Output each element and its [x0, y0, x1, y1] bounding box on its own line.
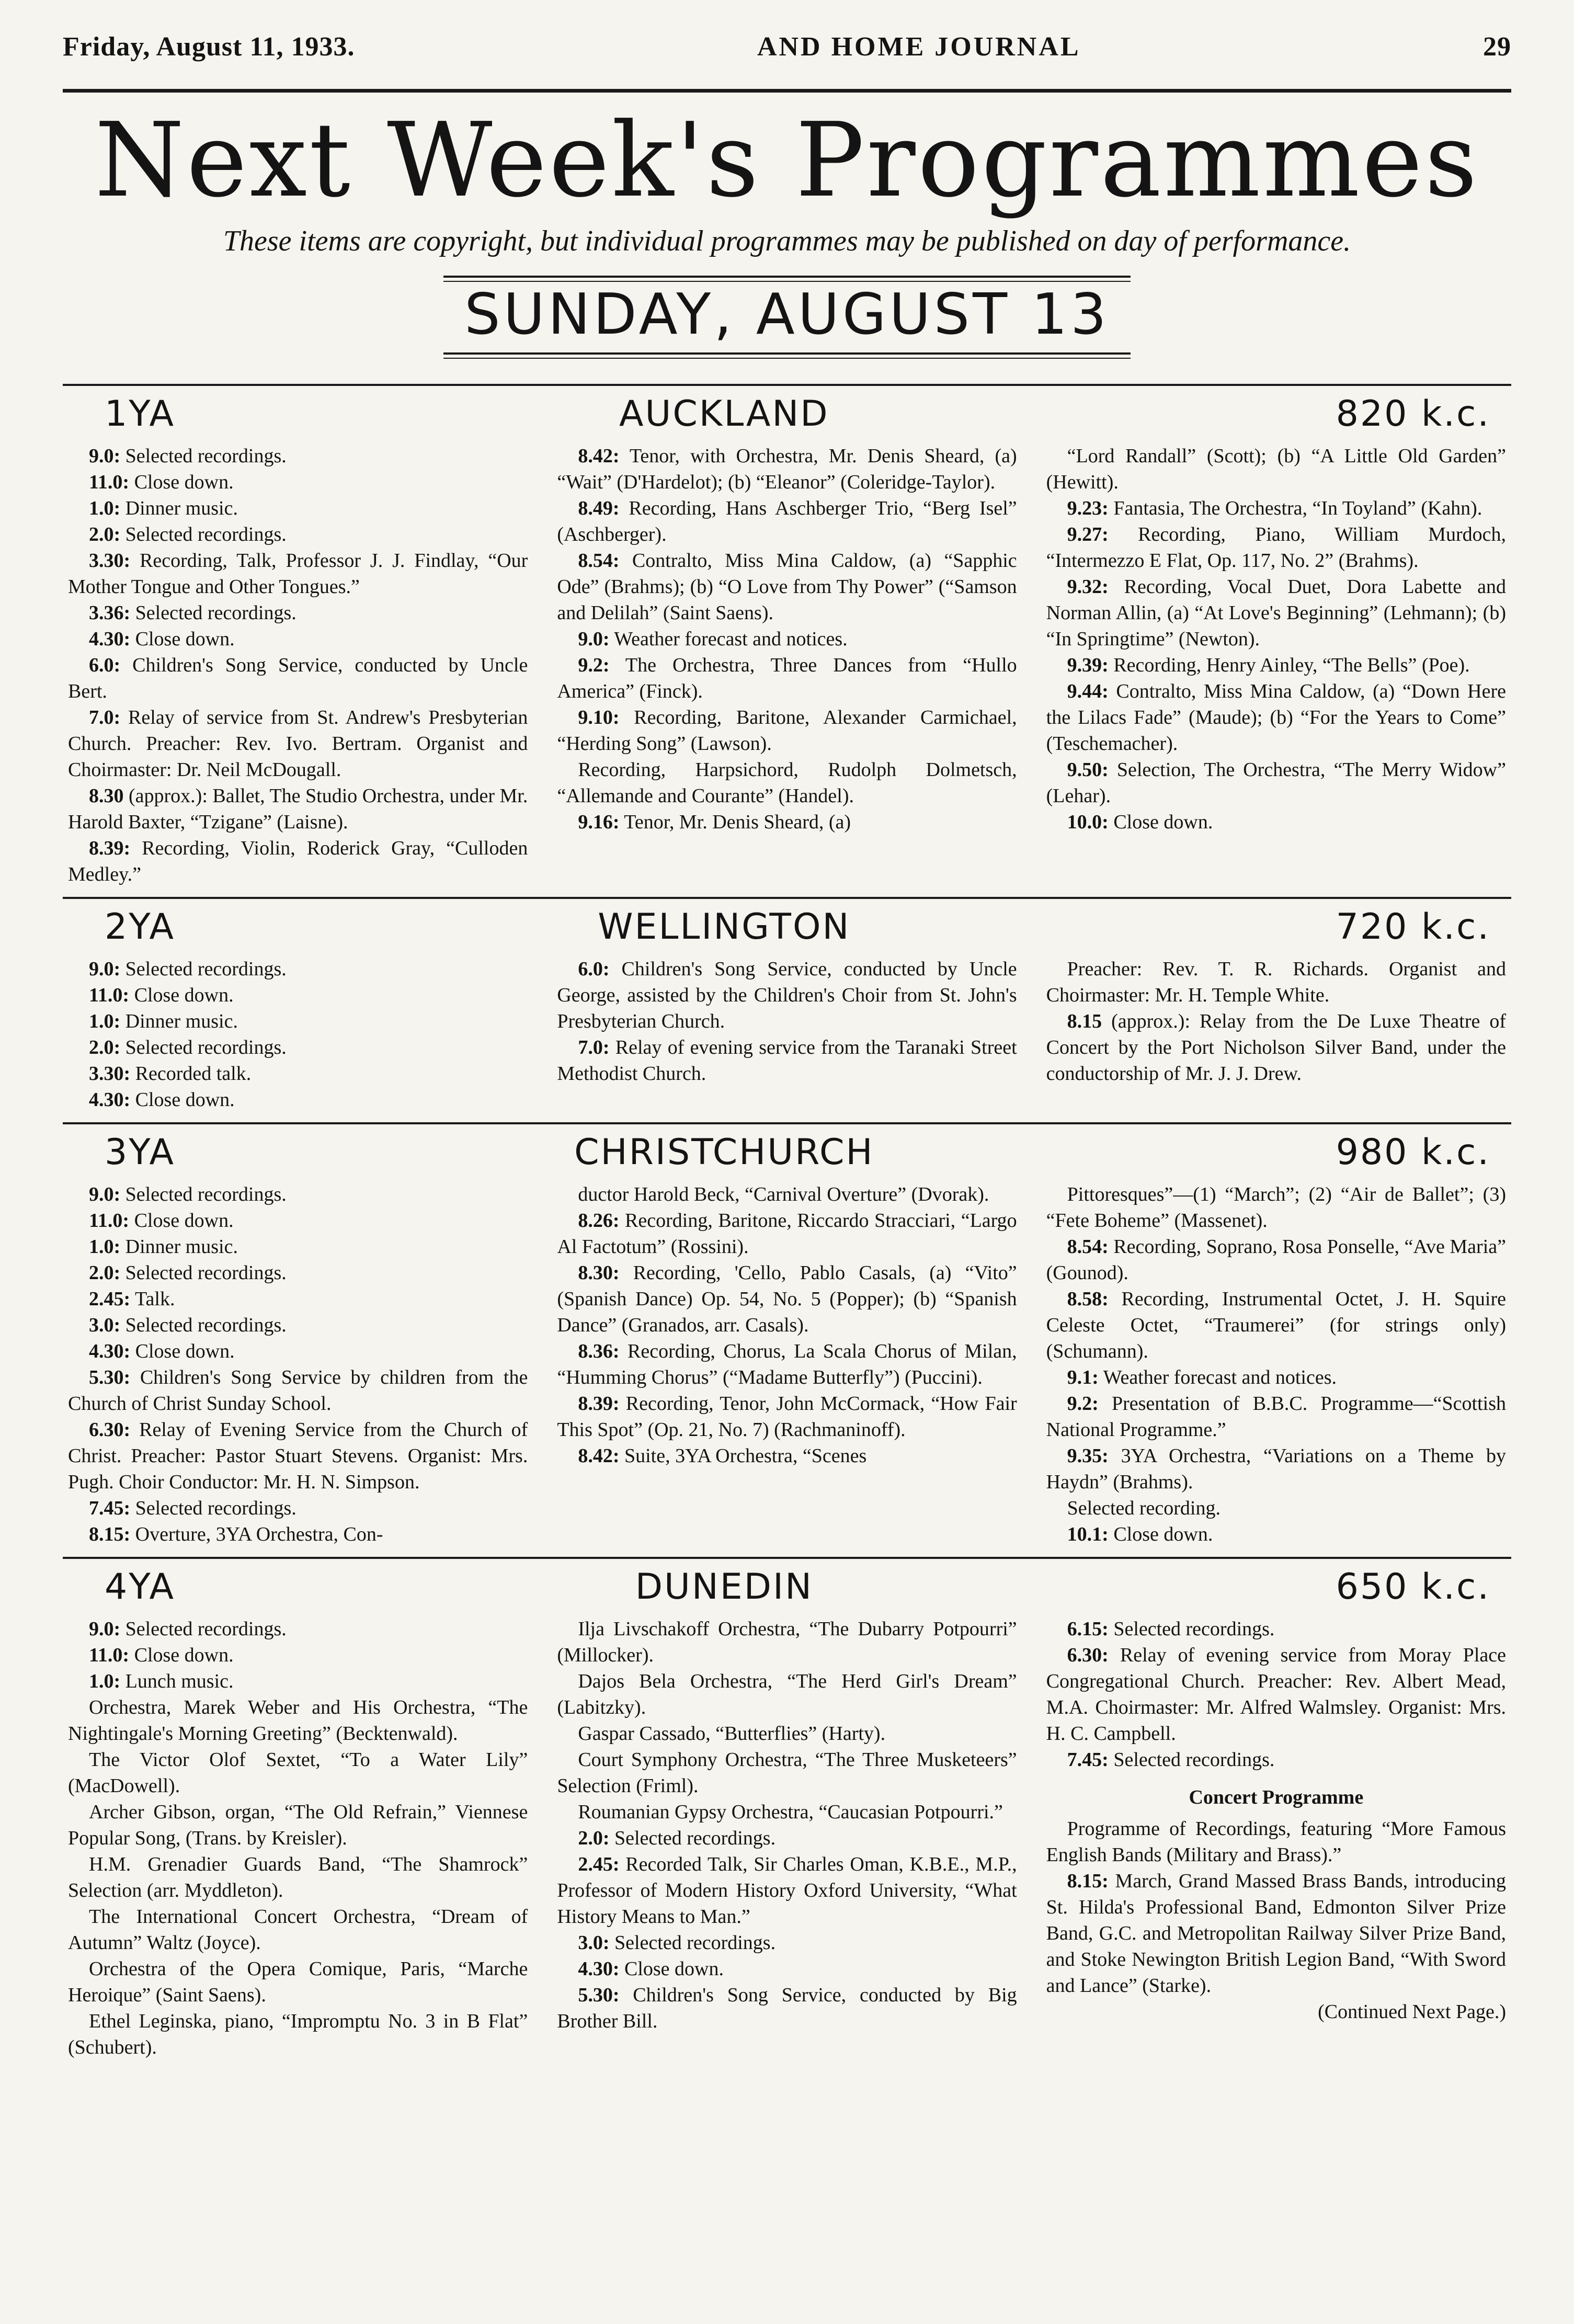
programme-entry: 2.0: Selected recordings. — [89, 523, 287, 545]
day-rule-bottom — [443, 352, 1131, 359]
listing-column — [557, 1616, 1017, 2060]
programme-entry: 7.45: Selected recordings. — [89, 1497, 296, 1519]
entry-time: 8.26: — [578, 1210, 620, 1232]
programme-entry: 7.0: Relay of service from St. Andrew's Presbyterian Church. Preacher: Rev. Ivo. Bertram. Organist and Choirmaster: Dr. Neil McDougall. — [68, 707, 528, 781]
entry-time: 8.15: — [1067, 1870, 1109, 1892]
entry-time: 6.0: — [89, 654, 121, 676]
entry-time: 2.45: — [578, 1853, 620, 1875]
entry-time: 8.54: — [578, 550, 620, 572]
entry-time: 8.39: — [578, 1393, 620, 1415]
entry-time: 4.30: — [89, 1340, 131, 1362]
sub-heading: Concert Programme — [1189, 1786, 1364, 1808]
programme-entry: 11.0: Close down. — [89, 1644, 234, 1666]
entry-time: 7.45: — [1067, 1749, 1109, 1771]
programme-entry: Selected recording. — [1067, 1497, 1221, 1519]
entry-time: 9.44: — [1067, 680, 1109, 702]
station-header — [63, 1124, 1511, 1181]
programme-entry: 6.30: Relay of evening service from Moray Place Congregational Church. Preacher: Rev. Albert Mead, M.A. Choirmaster: Mr. Alfred Walmsley. Organist: Mrs. H. C. Campbell. — [1046, 1644, 1506, 1745]
entry-time: 4.30: — [578, 1958, 620, 1980]
programme-entry: 3.30: Recorded talk. — [89, 1063, 252, 1085]
entry-time: 9.2: — [578, 654, 610, 676]
programme-entry: 9.0: Selected recordings. — [89, 958, 287, 980]
entry-time: 10.1: — [1067, 1523, 1109, 1545]
programme-entry: 2.0: Selected recordings. — [578, 1827, 776, 1849]
listing-column — [557, 443, 1017, 887]
issue-date: Friday, August 11, 1933. — [63, 32, 355, 62]
entry-time: 3.30: — [89, 1063, 131, 1085]
listing-column — [1046, 1616, 1506, 2060]
programme-entry: 9.32: Recording, Vocal Duet, Dora Labette and Norman Allin, (a) “At Love's Beginning” (Lehmann); (b) “In Springtime” (Newton). — [1046, 576, 1506, 650]
programme-entry: ductor Harold Beck, “Carnival Overture” (Dvorak). — [578, 1183, 989, 1205]
programme-entry: 2.45: Recorded Talk, Sir Charles Oman, K.B.E., M.P., Professor of Modern History Oxford University, “What History Means to Man.” — [557, 1853, 1017, 1928]
programme-entry: 9.2: Presentation of B.B.C. Programme—“Scottish National Programme.” — [1046, 1393, 1506, 1441]
programme-entry: 4.30: Close down. — [89, 628, 235, 650]
entry-time: 8.36: — [578, 1340, 620, 1362]
entry-time: 7.0: — [89, 707, 121, 728]
day-title: SUNDAY, AUGUST 13 — [464, 282, 1110, 347]
programme-entry: Court Symphony Orchestra, “The Three Musketeers” Selection (Friml). — [557, 1749, 1017, 1797]
listing-column — [557, 1181, 1017, 1547]
programme-entry: 8.39: Recording, Violin, Roderick Gray, “Culloden Medley.” — [68, 837, 528, 885]
programme-entry: Orchestra of the Opera Comique, Paris, “Marche Heroique” (Saint Saens). — [68, 1958, 528, 2006]
entry-time: 9.27: — [1067, 523, 1109, 545]
entry-time: 11.0: — [89, 471, 130, 493]
programme-entry: 9.0: Selected recordings. — [89, 445, 287, 467]
day-heading — [443, 276, 1131, 364]
entry-time: 6.0: — [578, 958, 610, 980]
programme-entry: 11.0: Close down. — [89, 471, 234, 493]
entry-time: 1.0: — [89, 1236, 121, 1258]
programme-entry: Programme of Recordings, featuring “More Famous English Bands (Military and Brass).” — [1046, 1818, 1506, 1866]
entry-time: 8.54: — [1067, 1236, 1109, 1258]
programme-entry: 9.35: 3YA Orchestra, “Variations on a Theme by Haydn” (Brahms). — [1046, 1445, 1506, 1493]
programme-entry: 8.30 (approx.): Ballet, The Studio Orchestra, under Mr. Harold Baxter, “Tzigane” (Laisne). — [68, 785, 528, 833]
masthead — [63, 31, 1511, 84]
station-listings — [63, 384, 1511, 2070]
page-title: Next Week's Programmes — [95, 101, 1479, 220]
entry-time: 2.0: — [89, 1036, 121, 1058]
station-call-sign: 1YA — [105, 393, 176, 435]
entry-time: 2.0: — [89, 1262, 121, 1284]
programme-entry: 4.30: Close down. — [89, 1340, 235, 1362]
entry-time: 3.0: — [578, 1932, 610, 1954]
programme-entry: 2.45: Talk. — [89, 1288, 175, 1310]
programme-entry: 9.16: Tenor, Mr. Denis Sheard, (a) — [578, 811, 851, 833]
programme-entry: H.M. Grenadier Guards Band, “The Shamrock” Selection (arr. Myddleton). — [68, 1853, 528, 1901]
listing-column — [68, 956, 528, 1113]
station-city: DUNEDIN — [635, 1566, 813, 1608]
continued-note: (Continued Next Page.) — [1318, 2001, 1506, 2023]
programme-entry: Recording, Harpsichord, Rudolph Dolmetsch, “Allemande and Courante” (Handel). — [557, 759, 1017, 807]
programme-entry: Dajos Bela Orchestra, “The Herd Girl's Dream” (Labitzky). — [557, 1670, 1017, 1718]
entry-time: 2.45: — [89, 1288, 131, 1310]
programme-entry: 8.39: Recording, Tenor, John McCormack, “How Fair This Spot” (Op. 21, No. 7) (Rachmaninoff). — [557, 1393, 1017, 1441]
entry-time: 4.30: — [89, 628, 131, 650]
entry-time: 1.0: — [89, 1010, 121, 1032]
entry-time: 9.2: — [1067, 1393, 1099, 1415]
listing-column — [68, 443, 528, 887]
entry-time: 9.0: — [578, 628, 610, 650]
programme-entry: Ethel Leginska, piano, “Impromptu No. 3 in B Flat” (Schubert). — [68, 2010, 528, 2058]
entry-time: 9.0: — [89, 958, 121, 980]
station-city: AUCKLAND — [619, 393, 829, 435]
entry-time: 9.10: — [578, 707, 620, 728]
programme-entry: “Lord Randall” (Scott); (b) “A Little Old Garden” (Hewitt). — [1046, 445, 1506, 493]
programme-entry: 8.42: Suite, 3YA Orchestra, “Scenes — [578, 1445, 867, 1467]
programme-entry: 7.0: Relay of evening service from the Taranaki Street Methodist Church. — [557, 1036, 1017, 1085]
station-frequency: 820 k.c. — [1336, 393, 1490, 435]
station-call-sign: 4YA — [105, 1566, 176, 1608]
programme-entry: The Victor Olof Sextet, “To a Water Lily” (MacDowell). — [68, 1749, 528, 1797]
programme-entry: 1.0: Dinner music. — [89, 497, 238, 519]
entry-time: 8.42: — [578, 445, 620, 467]
programme-entry: 9.1: Weather forecast and notices. — [1067, 1366, 1337, 1388]
station-frequency: 650 k.c. — [1336, 1566, 1490, 1608]
programme-entry: 3.30: Recording, Talk, Professor J. J. Findlay, “Our Mother Tongue and Other Tongues.” — [68, 550, 528, 598]
programme-entry: Ilja Livschakoff Orchestra, “The Dubarry Potpourri” (Millocker). — [557, 1618, 1017, 1666]
entry-time: 11.0: — [89, 1644, 130, 1666]
programme-entry: Pittoresques”—(1) “March”; (2) “Air de Ballet”; (3) “Fete Boheme” (Massenet). — [1046, 1183, 1506, 1232]
entry-time: 6.15: — [1067, 1618, 1109, 1640]
programme-entry: 10.0: Close down. — [1067, 811, 1213, 833]
programme-entry: 5.30: Children's Song Service by children from the Church of Christ Sunday School. — [68, 1366, 528, 1415]
programme-entry: 9.39: Recording, Henry Ainley, “The Bells” (Poe). — [1067, 654, 1470, 676]
programme-entry: 2.0: Selected recordings. — [89, 1262, 287, 1284]
programme-entry: 8.54: Contralto, Miss Mina Caldow, (a) “Sapphic Ode” (Brahms); (b) “O Love from Thy Power” (“Samson and Delilah” (Saint Saens). — [557, 550, 1017, 624]
programme-entry: 8.42: Tenor, with Orchestra, Mr. Denis Sheard, (a) “Wait” (D'Hardelot); (b) “Eleanor” (Coleridge-Taylor). — [557, 445, 1017, 493]
entry-time: 8.30: — [578, 1262, 620, 1284]
programme-entry: 4.30: Close down. — [578, 1958, 724, 1980]
programme-entry: 5.30: Children's Song Service, conducted by Big Brother Bill. — [557, 1984, 1017, 2032]
station-frequency: 720 k.c. — [1336, 906, 1490, 948]
programme-entry: 7.45: Selected recordings. — [1067, 1749, 1275, 1771]
programme-entry: 1.0: Dinner music. — [89, 1010, 238, 1032]
programme-entry: 9.44: Contralto, Miss Mina Caldow, (a) “Down Here the Lilacs Fade” (Maude); (b) “For the Years to Come” (Teschemacher). — [1046, 680, 1506, 755]
station-header — [63, 386, 1511, 443]
listing-column — [68, 1616, 528, 2060]
programme-entry: 9.27: Recording, Piano, William Murdoch, “Intermezzo E Flat, Op. 117, No. 2” (Brahms). — [1046, 523, 1506, 572]
listing-column — [1046, 443, 1506, 887]
station-header — [63, 899, 1511, 956]
programme-entry: Orchestra, Marek Weber and His Orchestra, “The Nightingale's Morning Greeting” (Becktenwald). — [68, 1696, 528, 1745]
entry-time: 7.0: — [578, 1036, 610, 1058]
programme-entry: 10.1: Close down. — [1067, 1523, 1213, 1545]
programme-entry: 8.26: Recording, Baritone, Riccardo Stracciari, “Largo Al Factotum” (Rossini). — [557, 1210, 1017, 1258]
entry-time: 9.0: — [89, 1618, 121, 1640]
programme-entry: 11.0: Close down. — [89, 1210, 234, 1232]
programme-entry: 9.50: Selection, The Orchestra, “The Merry Widow” (Lehar). — [1046, 759, 1506, 807]
copyright-notice: These items are copyright, but individual programmes may be published on day of performance. — [223, 225, 1351, 257]
entry-time: 3.0: — [89, 1314, 121, 1336]
entry-time: 11.0: — [89, 1210, 130, 1232]
programme-entry: 6.0: Children's Song Service, conducted by Uncle George, assisted by the Children's Choir from St. John's Presbyterian Church. — [557, 958, 1017, 1032]
entry-time: 2.0: — [578, 1827, 610, 1849]
programme-entry: 9.2: The Orchestra, Three Dances from “Hullo America” (Finck). — [557, 654, 1017, 702]
entry-time: 8.58: — [1067, 1288, 1109, 1310]
page-number: 29 — [1482, 32, 1511, 62]
entry-time: 9.39: — [1067, 654, 1109, 676]
programme-entry: 6.30: Relay of Evening Service from the Church of Christ. Preacher: Pastor Stuart Stevens. Organist: Mrs. Pugh. Choir Conductor: Mr. H. N. Simpson. — [68, 1419, 528, 1493]
entry-time: 8.49: — [578, 497, 620, 519]
entry-time: 11.0: — [89, 984, 130, 1006]
station-city: CHRISTCHURCH — [574, 1132, 874, 1173]
programme-entry: 1.0: Dinner music. — [89, 1236, 238, 1258]
programme-entry: Roumanian Gypsy Orchestra, “Caucasian Potpourri.” — [578, 1801, 1003, 1823]
entry-time: 8.15: — [89, 1523, 131, 1545]
entry-time: 8.42: — [578, 1445, 620, 1467]
programme-entry: 6.15: Selected recordings. — [1067, 1618, 1275, 1640]
entry-time: 5.30: — [89, 1366, 131, 1388]
programme-entry: 8.58: Recording, Instrumental Octet, J. H. Squire Celeste Octet, “Traumerei” (for strings only) (Schumann). — [1046, 1288, 1506, 1362]
entry-time: 9.32: — [1067, 576, 1109, 598]
entry-time: 5.30: — [578, 1984, 620, 2006]
entry-time: 7.45: — [89, 1497, 131, 1519]
entry-time: 9.1: — [1067, 1366, 1099, 1388]
programme-entry: The International Concert Orchestra, “Dream of Autumn” Waltz (Joyce). — [68, 1906, 528, 1954]
programme-entry: 9.10: Recording, Baritone, Alexander Carmichael, “Herding Song” (Lawson). — [557, 707, 1017, 755]
station-call-sign: 2YA — [105, 906, 176, 948]
entry-time: 9.35: — [1067, 1445, 1109, 1467]
programme-entry: Preacher: Rev. T. R. Richards. Organist and Choirmaster: Mr. H. Temple White. — [1046, 958, 1506, 1006]
programme-entry: 8.36: Recording, Chorus, La Scala Chorus of Milan, “Humming Chorus” (“Madame Butterfly”) (Puccini). — [557, 1340, 1017, 1388]
station-call-sign: 3YA — [105, 1132, 176, 1173]
listing-column — [557, 956, 1017, 1113]
entry-time: 8.39: — [89, 837, 131, 859]
entry-time: 9.0: — [89, 445, 121, 467]
programme-entry: 8.15: March, Grand Massed Brass Bands, introducing St. Hilda's Professional Band, Edmonton Silver Prize Band, G.C. and Metropolitan Railway Silver Prize Band, and Stoke Newington British Legion Band, “With Sword and Lance” (Starke). — [1046, 1870, 1506, 1997]
programme-entry: 3.0: Selected recordings. — [89, 1314, 287, 1336]
entry-time: 1.0: — [89, 1670, 121, 1692]
programme-entry: 3.36: Selected recordings. — [89, 602, 296, 624]
programme-entry: 11.0: Close down. — [89, 984, 234, 1006]
programme-entry: 6.0: Children's Song Service, conducted by Uncle Bert. — [68, 654, 528, 702]
programme-entry: 8.54: Recording, Soprano, Rosa Ponselle, “Ave Maria” (Gounod). — [1046, 1236, 1506, 1284]
programme-entry: 9.0: Weather forecast and notices. — [578, 628, 848, 650]
entry-time: 6.30: — [89, 1419, 131, 1441]
programme-entry: 1.0: Lunch music. — [89, 1670, 234, 1692]
entry-time: 9.0: — [89, 1183, 121, 1205]
station-city: WELLINGTON — [598, 906, 851, 948]
station-3ya — [63, 1122, 1511, 1557]
programme-entry: Gaspar Cassado, “Butterflies” (Harty). — [578, 1723, 886, 1745]
entry-time: 3.36: — [89, 602, 131, 624]
publication-name: AND HOME JOURNAL — [757, 32, 1081, 62]
station-header — [63, 1559, 1511, 1616]
entry-time: 4.30: — [89, 1089, 131, 1111]
entry-time: 9.50: — [1067, 759, 1109, 781]
entry-time: 2.0: — [89, 523, 121, 545]
programme-entry: 4.30: Close down. — [89, 1089, 235, 1111]
programme-entry: 9.23: Fantasia, The Orchestra, “In Toyland” (Kahn). — [1067, 497, 1482, 519]
programme-entry: 2.0: Selected recordings. — [89, 1036, 287, 1058]
day-rule-top — [443, 276, 1131, 282]
entry-time: 9.16: — [578, 811, 620, 833]
station-2ya — [63, 897, 1511, 1122]
listing-column — [1046, 1181, 1506, 1547]
programme-entry: 8.15 (approx.): Relay from the De Luxe Theatre of Concert by the Port Nicholson Silver Band, under the conductorship of Mr. J. J. Drew. — [1046, 1010, 1506, 1085]
entry-time: 6.30: — [1067, 1644, 1109, 1666]
station-1ya — [63, 384, 1511, 897]
programme-entry: 3.0: Selected recordings. — [578, 1932, 776, 1954]
listing-column — [68, 1181, 528, 1547]
listing-column — [1046, 956, 1506, 1113]
entry-time: 1.0: — [89, 497, 121, 519]
programme-entry: 8.30: Recording, 'Cello, Pablo Casals, (a) “Vito” (Spanish Dance) Op. 54, No. 5 (Popper); (b) “Spanish Dance” (Granados, arr. Casals). — [557, 1262, 1017, 1336]
programme-entry: 9.0: Selected recordings. — [89, 1618, 287, 1640]
programme-entry: Archer Gibson, organ, “The Old Refrain,” Viennese Popular Song, (Trans. by Kreisler). — [68, 1801, 528, 1849]
entry-time: 3.30: — [89, 550, 131, 572]
masthead-rule — [63, 89, 1511, 93]
entry-time: 8.30 — [89, 785, 124, 807]
programme-entry: 8.49: Recording, Hans Aschberger Trio, “Berg Isel” (Aschberger). — [557, 497, 1017, 545]
station-4ya — [63, 1557, 1511, 2070]
entry-time: 8.15 — [1067, 1010, 1102, 1032]
entry-time: 10.0: — [1067, 811, 1109, 833]
entry-time: 9.23: — [1067, 497, 1109, 519]
station-frequency: 980 k.c. — [1336, 1132, 1490, 1173]
programme-entry: 8.15: Overture, 3YA Orchestra, Con- — [89, 1523, 383, 1545]
programme-entry: 9.0: Selected recordings. — [89, 1183, 287, 1205]
